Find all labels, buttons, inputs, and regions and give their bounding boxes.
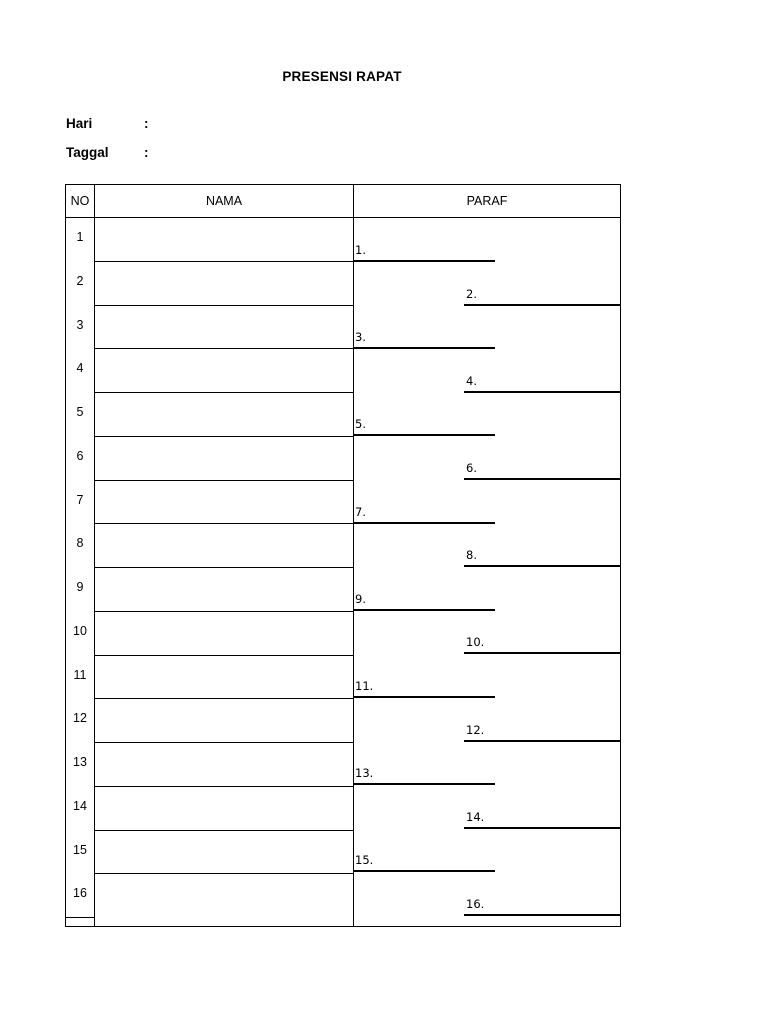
- row-divider: [94, 873, 353, 874]
- header-paraf: PARAF: [466, 194, 508, 208]
- row-divider: [94, 567, 353, 568]
- signature-label: 10.: [466, 635, 485, 649]
- table-border-left: [65, 184, 66, 927]
- signature-line: [354, 347, 495, 349]
- row-number: 8: [76, 536, 84, 551]
- row-number: 7: [76, 492, 84, 507]
- row-divider: [94, 611, 353, 612]
- row-divider-extra: [65, 917, 94, 918]
- signature-label: 4.: [466, 374, 477, 388]
- row-number: 13: [73, 755, 87, 769]
- signature-label: 14.: [466, 810, 485, 824]
- signature-label: 6.: [466, 461, 477, 475]
- header-divider: [65, 217, 621, 218]
- row-divider: [94, 436, 353, 437]
- signature-label: 11.: [355, 679, 374, 693]
- column-divider-nama: [353, 184, 354, 927]
- row-number: 1: [76, 230, 84, 244]
- row-number: 5: [76, 405, 84, 419]
- page-title: PRESENSI RAPAT: [282, 69, 402, 84]
- row-divider: [94, 348, 353, 349]
- field-label-hari: Hari: [66, 116, 93, 131]
- row-divider: [94, 480, 353, 481]
- row-number: 14: [73, 798, 87, 813]
- row-number: 10: [73, 623, 87, 638]
- signature-label: 12.: [466, 723, 485, 737]
- row-number: 12: [73, 711, 87, 726]
- signature-label: 9.: [355, 592, 366, 606]
- signature-line: [464, 914, 621, 916]
- row-divider: [94, 698, 353, 699]
- signature-label: 7.: [355, 505, 366, 519]
- signature-line: [464, 304, 621, 306]
- row-divider: [94, 261, 353, 262]
- row-divider: [94, 742, 353, 743]
- signature-line: [354, 260, 495, 262]
- table-border-right: [620, 184, 621, 927]
- row-divider: [94, 655, 353, 656]
- field-colon-hari: :: [144, 116, 149, 131]
- signature-line: [354, 696, 495, 698]
- header-no: NO: [70, 194, 90, 208]
- signature-line: [354, 609, 495, 611]
- signature-line: [464, 740, 621, 742]
- signature-line: [354, 434, 495, 436]
- signature-label: 13.: [355, 766, 374, 780]
- field-colon-taggal: :: [144, 145, 149, 160]
- signature-line: [464, 391, 621, 393]
- signature-line: [354, 522, 495, 524]
- signature-line: [354, 783, 495, 785]
- row-number: 9: [76, 580, 84, 594]
- row-number: 15: [73, 842, 87, 857]
- field-label-taggal: Taggal: [66, 145, 109, 160]
- signature-label: 16.: [466, 897, 485, 911]
- row-number: 11: [73, 667, 87, 682]
- row-number: 16: [73, 886, 87, 901]
- row-divider: [94, 523, 353, 524]
- signature-line: [464, 478, 621, 480]
- row-number: 3: [76, 317, 84, 332]
- signature-line: [464, 565, 621, 567]
- signature-label: 5.: [355, 417, 366, 431]
- signature-label: 2.: [466, 287, 477, 301]
- row-number: 2: [76, 273, 84, 288]
- table-border-bottom: [65, 926, 621, 927]
- row-number: 4: [76, 361, 84, 376]
- row-number: 6: [76, 448, 84, 463]
- table-border-top: [65, 184, 621, 185]
- row-divider: [94, 830, 353, 831]
- column-divider-no: [94, 184, 95, 927]
- signature-line: [464, 827, 621, 829]
- row-divider: [94, 305, 353, 306]
- signature-line: [354, 870, 495, 872]
- header-nama: NAMA: [205, 194, 243, 208]
- signature-label: 1.: [355, 243, 366, 257]
- row-divider: [94, 786, 353, 787]
- signature-label: 15.: [355, 853, 374, 867]
- signature-label: 3.: [355, 330, 366, 344]
- signature-line: [464, 652, 621, 654]
- row-divider: [94, 392, 353, 393]
- signature-label: 8.: [466, 548, 477, 562]
